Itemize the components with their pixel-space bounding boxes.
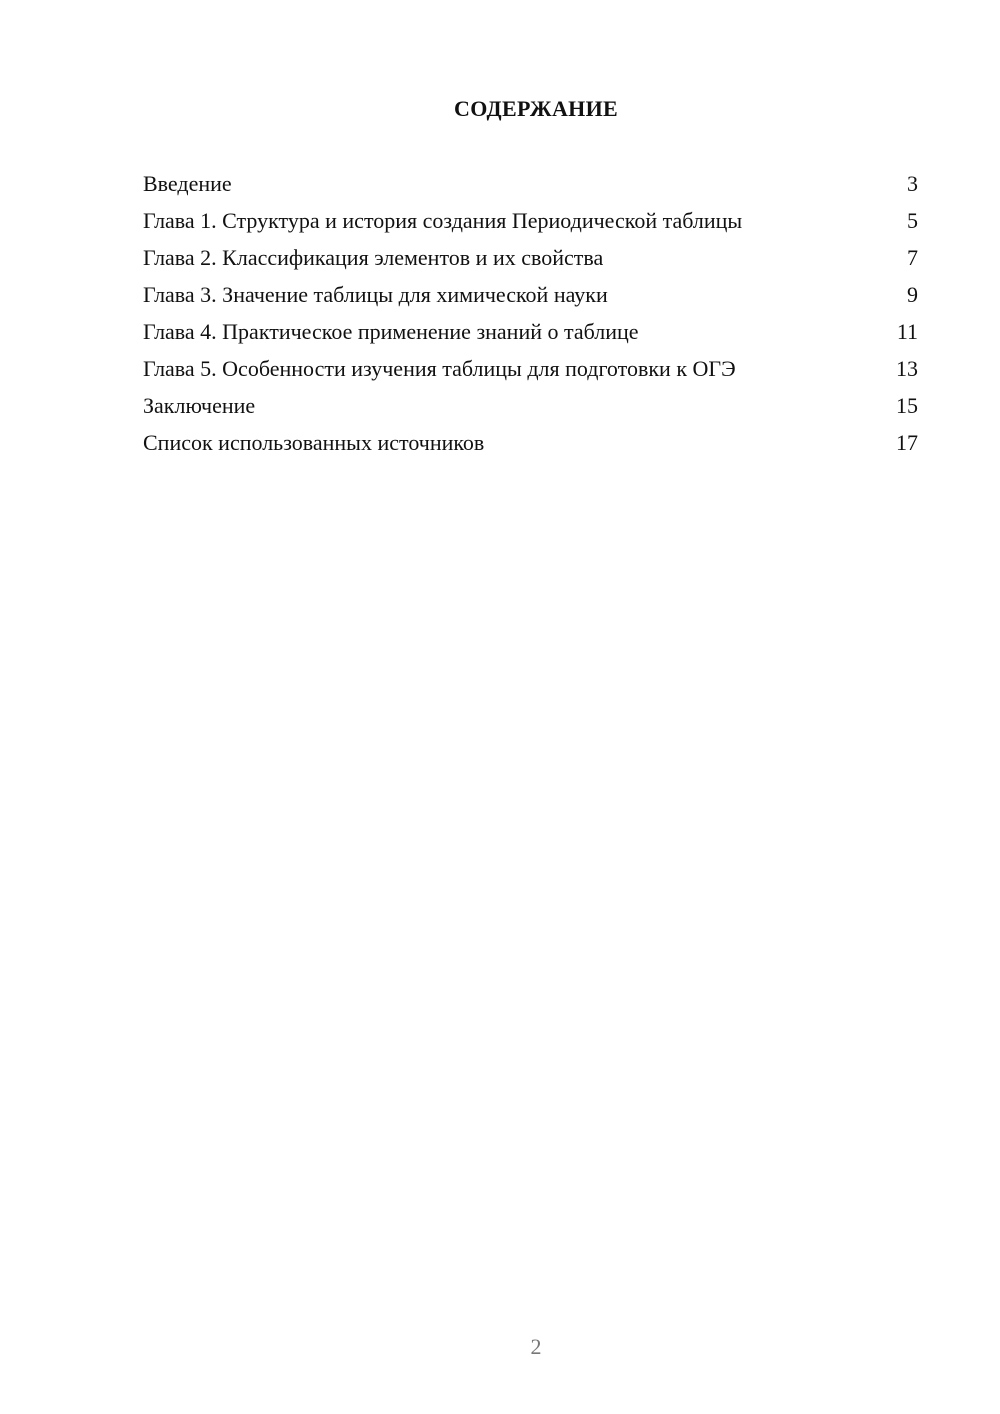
- toc-entry-page: 13: [896, 356, 918, 381]
- page-title: СОДЕРЖАНИЕ: [454, 96, 618, 121]
- toc-entry-label: Глава 5. Особенности изучения таблицы для подготовки к ОГЭ: [143, 356, 736, 381]
- toc-entry-label: Глава 1. Структура и история создания Периодической таблицы: [143, 208, 743, 233]
- table-of-contents: [143, 170, 918, 466]
- toc-entry-page: 15: [896, 393, 918, 418]
- toc-entry: [143, 392, 918, 419]
- toc-entry: [143, 170, 918, 197]
- toc-entry: [143, 244, 918, 271]
- page-number: 2: [530, 1334, 542, 1359]
- toc-entry-label: Заключение: [143, 393, 256, 418]
- toc-entry-label: Глава 2. Классификация элементов и их свойства: [143, 245, 604, 270]
- toc-entry-label: Глава 4. Практическое применение знаний о таблице: [143, 319, 639, 344]
- toc-entry-page: 11: [896, 319, 918, 344]
- toc-entry-page: 7: [907, 245, 918, 270]
- toc-entry-page: 17: [896, 430, 918, 455]
- toc-entry-page: 9: [907, 282, 918, 307]
- toc-entry-page: 5: [907, 208, 918, 233]
- toc-entry: [143, 207, 918, 234]
- toc-entry: [143, 355, 918, 382]
- toc-entry: [143, 429, 918, 456]
- toc-entry: [143, 318, 918, 345]
- toc-entry-label: Введение: [143, 171, 232, 196]
- toc-entry-page: 3: [907, 171, 918, 196]
- toc-entry: [143, 281, 918, 308]
- toc-entry-label: Глава 3. Значение таблицы для химической науки: [143, 282, 608, 307]
- toc-entry-label: Список использованных источников: [143, 430, 485, 455]
